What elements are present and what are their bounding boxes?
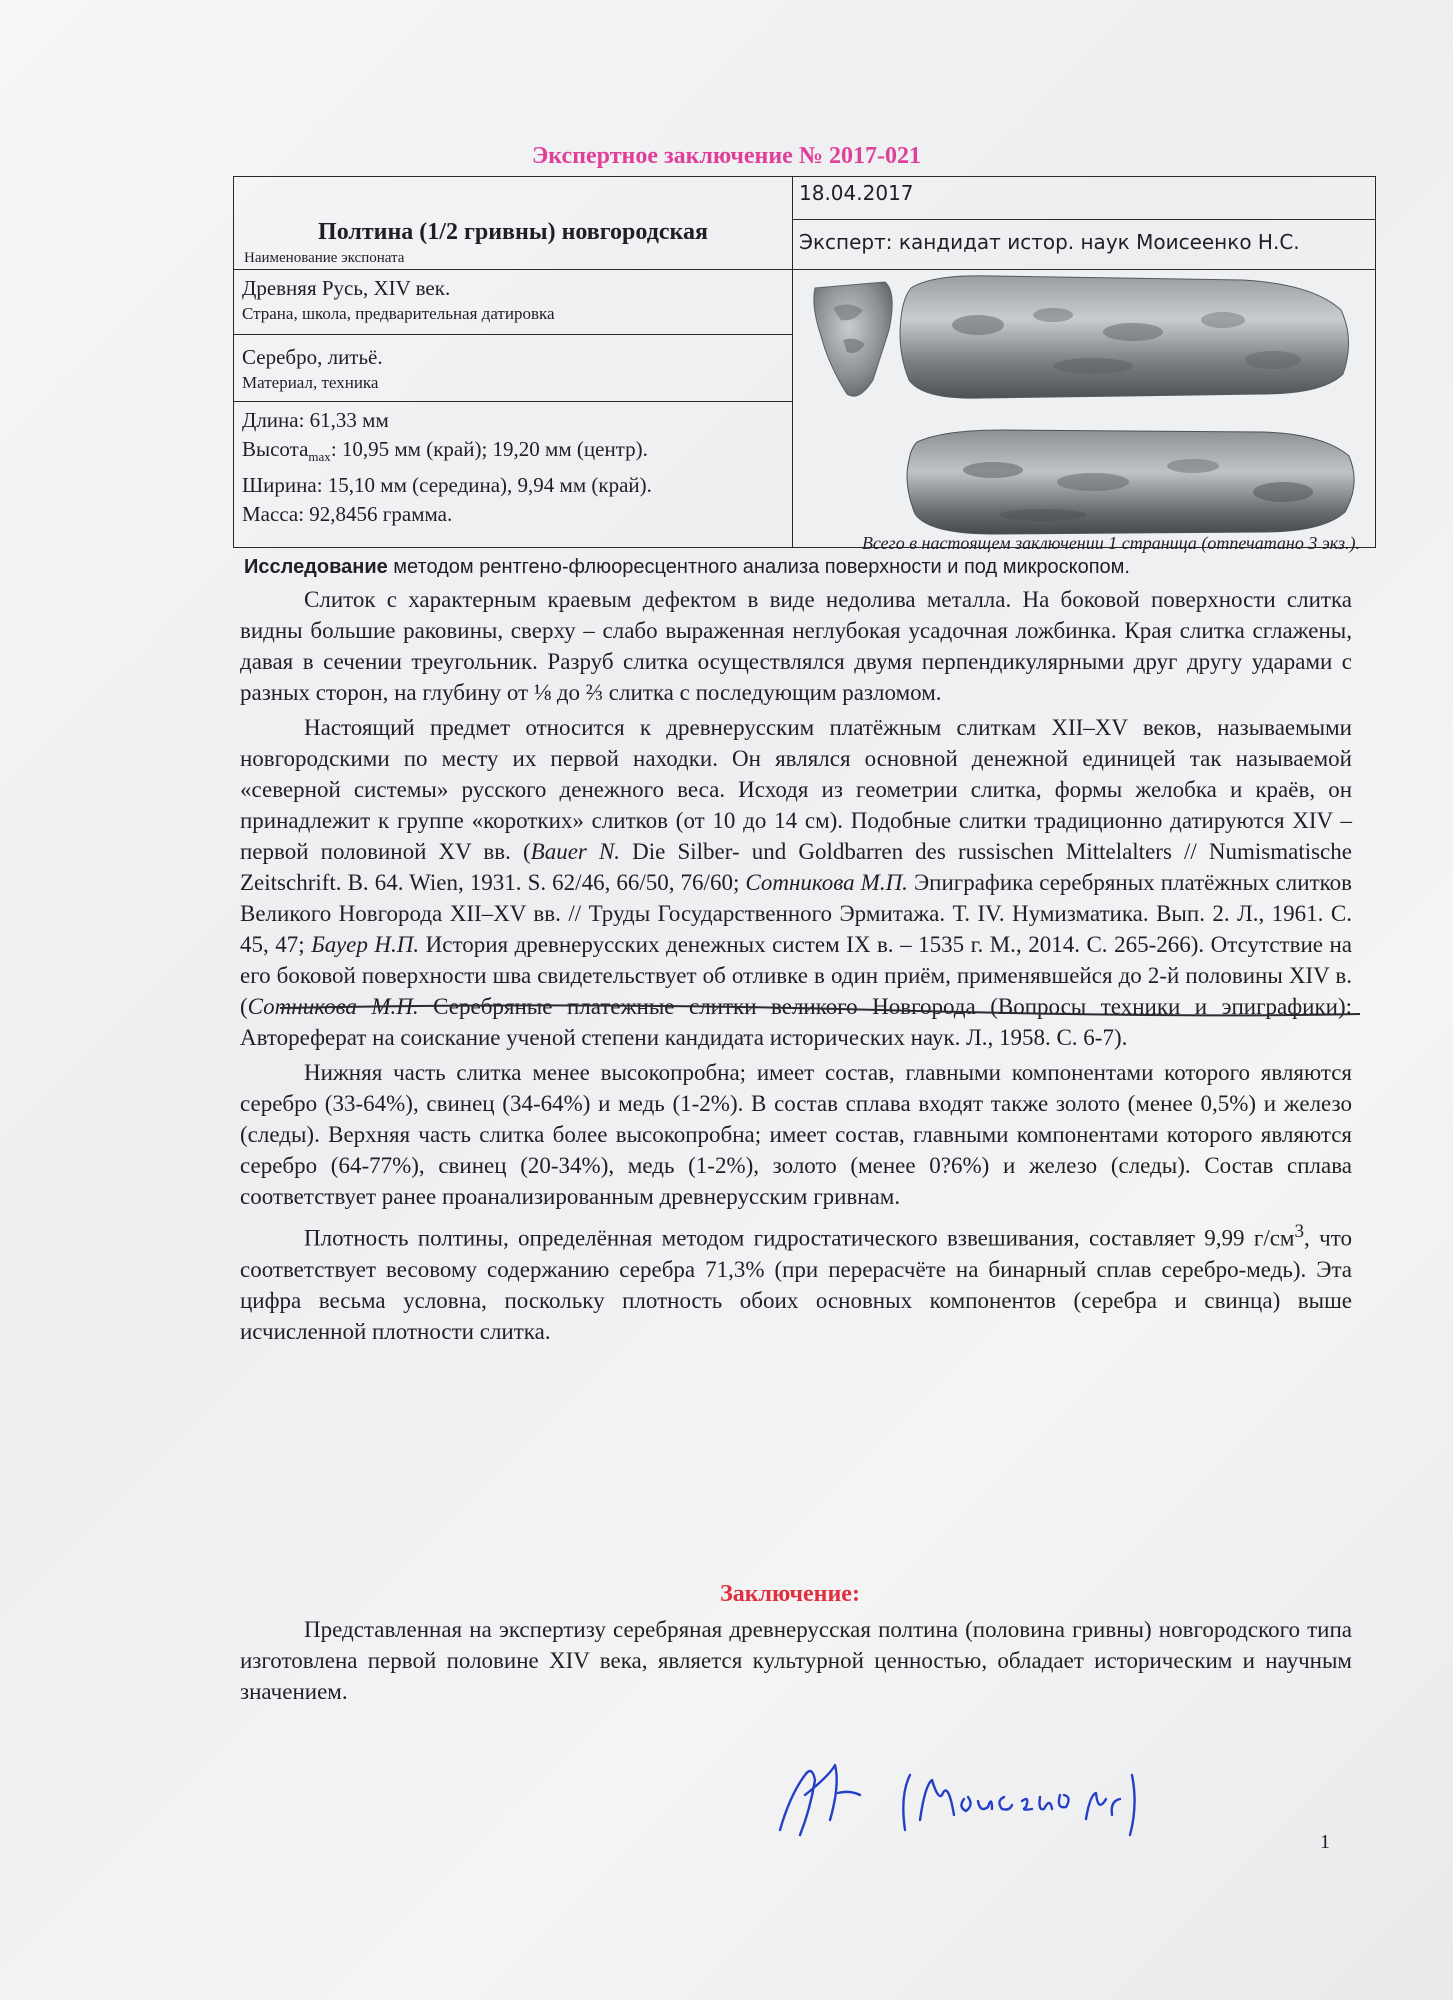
date-cell: 18.04.2017 <box>793 177 1376 220</box>
width-value: Ширина: 15,10 мм (середина), 9,94 мм (край). <box>242 473 652 498</box>
study-body <box>240 584 1352 1347</box>
length-value: Длина: 61,33 мм <box>242 408 389 432</box>
paragraph-1: Слиток с характерным краевым дефектом в виде недолива металла. На боковой поверхности слитка видны большие раковины, сверху – слабо выраженная неглубокая усадочная ложбинка. Края слитка сглажены, давая в сечении треугольник. Разруб слитка осуществлялся двумя перпендикулярными друг другу ударами с разных сторон, на глубину от ⅛ до ⅔ слитка с последующим разломом. <box>240 587 1352 705</box>
strikethrough-mark <box>280 998 1360 1020</box>
conclusion-paragraph: Представленная на экспертизу серебряная древнерусская полтина (половина гривны) новгородского типа изготовлена первой половине XIV века, является культурной ценностью, обладает историческим и научным значением. <box>240 1617 1352 1704</box>
expert-cell: Эксперт: кандидат истор. наук Моисеенко Н.С. <box>793 220 1376 270</box>
exhibit-card-table <box>233 176 1376 548</box>
handwritten-signature <box>760 1735 1180 1855</box>
exhibit-name-label: Наименование экспоната <box>244 250 405 266</box>
pages-note: Всего в настоящем заключении 1 страница (отпечатано 3 экз.). <box>861 533 1360 553</box>
paragraph-2: Настоящий предмет относится к древнерусским платёжным слиткам XII–XV веков, называемыми новгородскими по месту их первой находки. Он являлся основной денежной единицей так называемой «северной системы» русского денежного веса. Исходя из геометрии слитка, формы желобка и краёв, он принадлежит к группе «коротких» слитков (от 10 до 14 см). Подобные слитки традиционно датируются XIV – первой половиной XV вв. (Bauer N. Die Silber- und Goldbarren des russischen Mittelalters // Numismatische Zeitschrift. B. 64. Wien, 1931. S. 62/46, 66/50, 76/60; Сотникова М.П. Эпиграфика серебряных платёжных слитков Великого Новгорода XII–XV вв. // Труды Государственного Эрмитажа. Т. IV. Нумизматика. Вып. 2. Л., 1961. С. 45, 47; Бауер Н.П. История древнерусских денежных систем IX в. – 1535 г. М., 2014. С. 265-266). Отсутствие на его боковой поверхности шва свидетельствует об отливке в один приём, применявшейся до 2-й половины XIV в. (Сотникова М.П. Серебряные платежные слитки великого Новгорода (Вопросы техники и эпиграфики): Автореферат на соискание ученой степени кандидата исторических наук. Л., 1958. С. 6-7). <box>240 715 1353 1050</box>
ingot-side-view <box>907 430 1354 534</box>
exhibit-name: Полтина (1/2 гривны) новгородская <box>318 219 708 245</box>
ingot-cross-section <box>814 282 892 396</box>
material-label: Материал, техника <box>242 373 379 392</box>
study-method: Исследование методом рентгено-флюоресцентного анализа поверхности и под микроскопом. <box>244 556 1130 578</box>
exhibit-name-cell <box>234 177 793 270</box>
origin-cell <box>234 270 793 335</box>
document-title: Экспертное заключение № 2017-021 <box>532 143 921 169</box>
material-value: Серебро, литьё. <box>242 345 383 369</box>
height-value: Высота$_{max}$: 10,95 мм (край); 19,20 мм (центр). <box>242 437 648 465</box>
material-cell <box>234 335 793 402</box>
ingot-top-view <box>900 276 1349 398</box>
ingot-photos <box>793 270 1376 542</box>
conclusion-heading: Заключение: <box>720 1581 860 1607</box>
paragraph-3: Нижняя часть слитка менее высокопробна; имеет состав, главными компонентами которого являются серебро (33-64%), свинец (34-64%) и медь (1-2%). В состав сплава входят также золото (менее 0,5%) и железо (следы). Верхняя часть слитка более высокопробна; имеет состав, главными компонентами которого являются серебро (64-77%), свинец (20-34%), медь (1-2%), золото (менее 0?6%) и железо (следы). Состав сплава соответствует ранее проанализированным древнерусским гривнам. <box>240 1060 1352 1209</box>
paragraph-4: Плотность полтины, определённая методом гидростатического взвешивания, составляет 9,99 $г/см^3$, что соответствует весовому содержанию серебра 71,3% (при перерасчёте на бинарный сплав серебро-медь). Эта цифра весьма условна, поскольку плотность обоих основных компонентов (серебра и свинца) выше исчисленной плотности слитка. <box>240 1221 1352 1344</box>
page-number: 1 <box>1320 1831 1330 1853</box>
origin-value: Древняя Русь, XIV век. <box>242 276 451 300</box>
mass-value: Масса: 92,8456 грамма. <box>242 502 453 527</box>
measurements-cell <box>234 402 793 548</box>
conclusion-body <box>240 1614 1352 1707</box>
ingot-photo-cell <box>793 270 1376 548</box>
origin-label: Страна, школа, предварительная датировка <box>242 304 555 323</box>
